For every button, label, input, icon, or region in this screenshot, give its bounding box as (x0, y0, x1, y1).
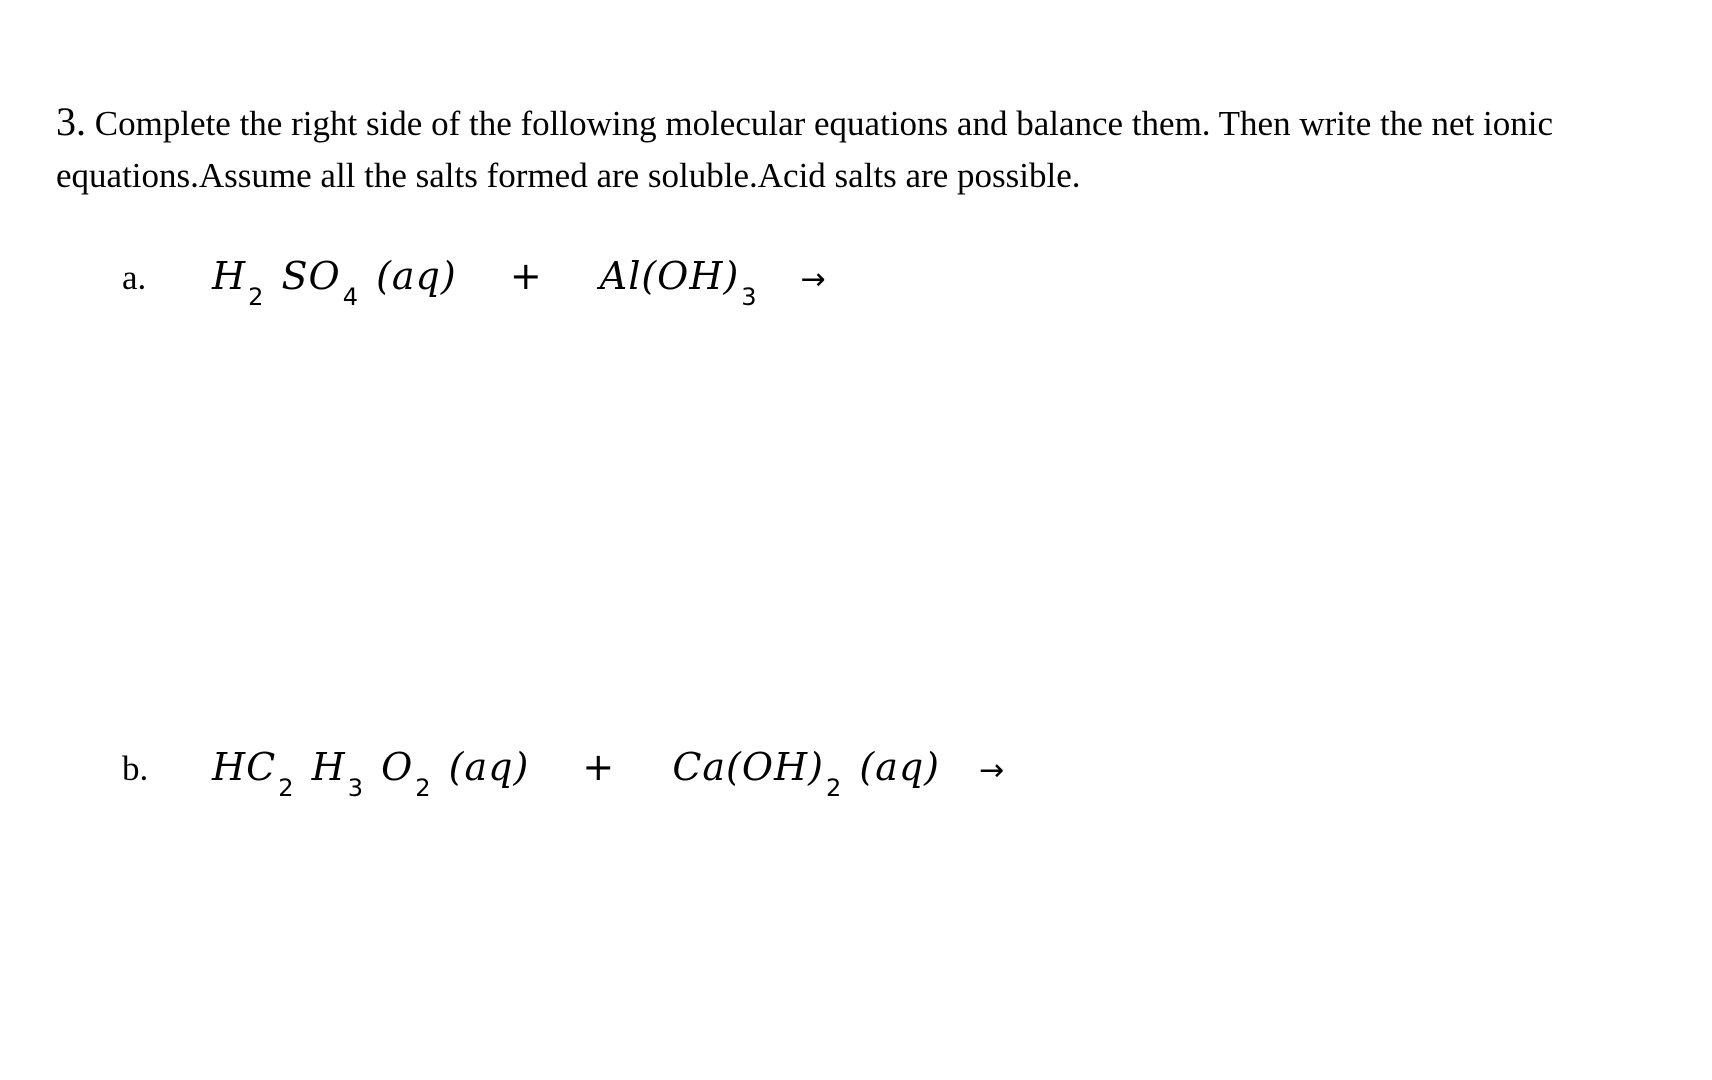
formula-caoh: Ca(OH) (672, 745, 824, 789)
equation-b-formula (212, 745, 1006, 802)
question-text (56, 96, 1676, 202)
equation-b (122, 745, 1006, 802)
formula-aloh: Al(OH) (599, 254, 740, 298)
plus-sign: + (582, 745, 616, 789)
subscript: 3 (347, 774, 365, 802)
state-aq: (aq) (376, 254, 457, 298)
subscript: 4 (342, 283, 359, 311)
equation-b-label: b. (122, 749, 149, 788)
formula-h: H (212, 254, 247, 298)
equation-a (122, 254, 827, 311)
subscript: 2 (415, 774, 432, 802)
equation-a-formula (212, 254, 827, 311)
subscript: 2 (248, 283, 265, 311)
subscript: 3 (741, 283, 758, 311)
question-body: Complete the right side of the following molecular equations and balance them. Then write the net ionic equations.Assume all the salts formed are soluble.Acid salts are possible. (56, 104, 1553, 195)
formula-hc: HC (212, 745, 277, 789)
plus-sign: + (509, 254, 543, 298)
subscript: 2 (278, 774, 295, 802)
subscript: 2 (826, 774, 843, 802)
reaction-arrow: → (979, 753, 1006, 788)
equation-a-label: a. (122, 258, 147, 297)
state-aq: (aq) (448, 745, 530, 789)
state-aq: (aq) (859, 745, 941, 789)
question-number: 3. (56, 99, 86, 144)
formula-so: SO (281, 254, 341, 298)
formula-h: H (311, 745, 346, 789)
formula-o: O (381, 745, 414, 789)
reaction-arrow: → (800, 262, 827, 297)
